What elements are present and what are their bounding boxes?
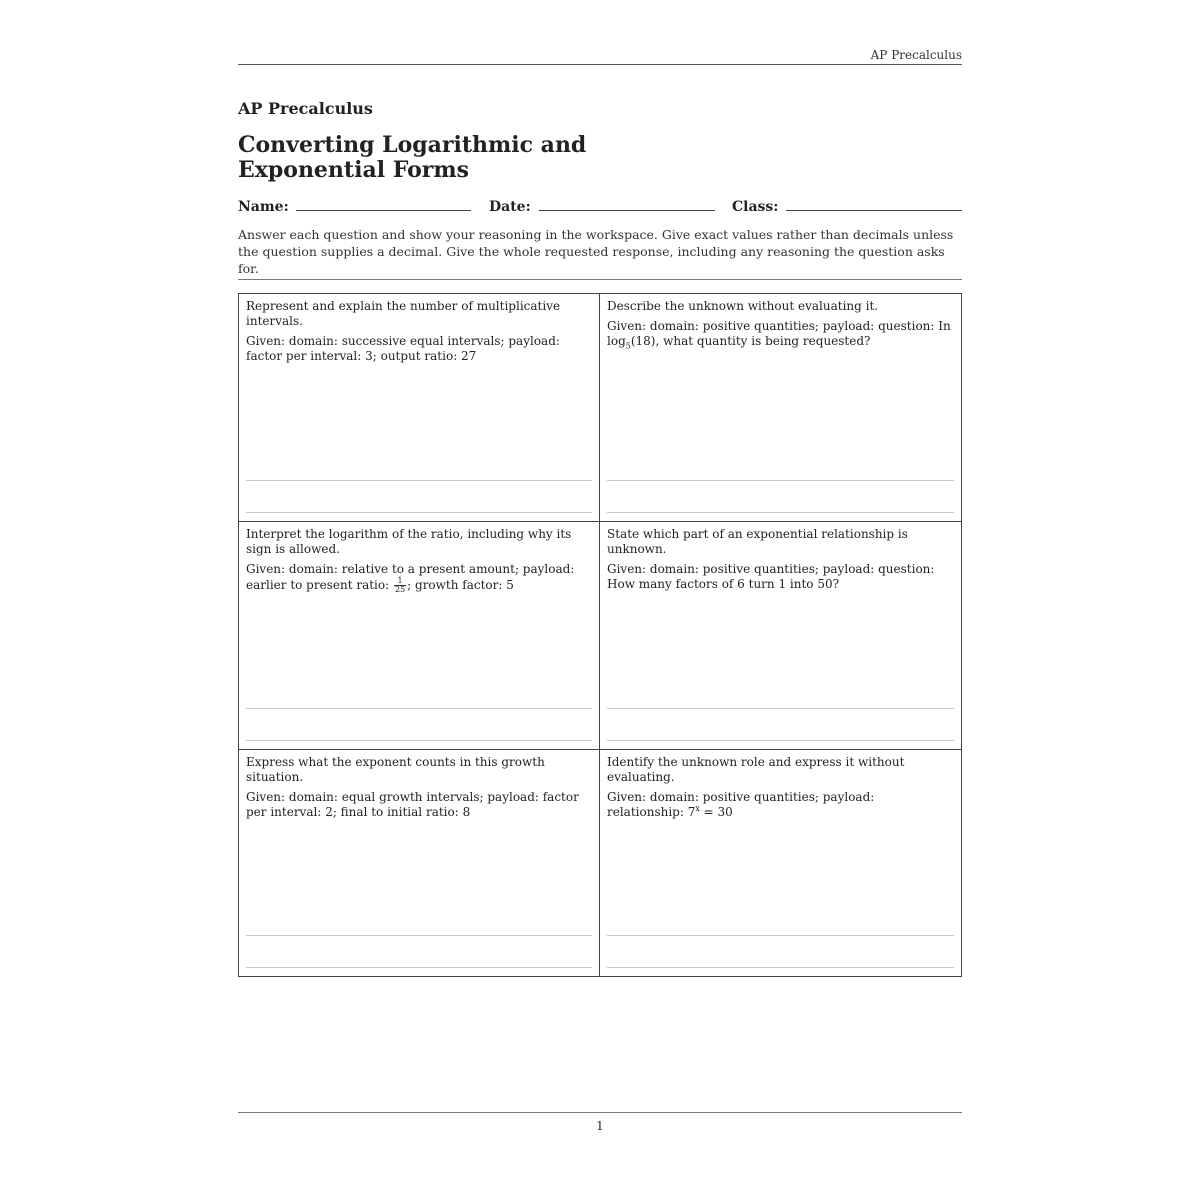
question-cell-1 [239, 294, 600, 522]
given-text: Given: domain: relative to a present amount; payload: earlier to present ratio: [246, 562, 575, 592]
question-grid [238, 293, 962, 977]
question-prompt: Identify the unknown role and express it without evaluating. [607, 755, 905, 784]
given-text-end: = 30 [699, 805, 733, 819]
question-given [246, 562, 592, 594]
given-text: Given: domain: positive quantities; payload: question: In log [607, 319, 951, 348]
given-text: Given: domain: positive quantities; payload: relationship: 7 [607, 790, 875, 819]
given-text-end: ; growth factor: 5 [407, 578, 514, 592]
question-given: Given: domain: equal growth intervals; payload: factor per interval: 2; final to initial ratio: 8 [246, 790, 579, 819]
answer-line[interactable] [607, 480, 954, 481]
worksheet-title: Converting Logarithmic and Exponential Forms [238, 132, 587, 183]
answer-line[interactable] [246, 512, 592, 513]
footer-divider [238, 1112, 962, 1113]
question-given [607, 790, 954, 820]
answer-line[interactable] [607, 935, 954, 936]
question-prompt: Describe the unknown without evaluating it. [607, 299, 879, 313]
answer-line[interactable] [246, 740, 592, 741]
question-cell-3 [239, 522, 600, 750]
question-prompt: Express what the exponent counts in this growth situation. [246, 755, 545, 784]
log-base: 5 [625, 341, 631, 351]
question-cell-5 [239, 750, 600, 976]
course-name: AP Precalculus [238, 99, 373, 118]
class-label: Class: [732, 199, 779, 215]
running-header: AP Precalculus [870, 48, 962, 62]
page-number: 1 [596, 1119, 604, 1133]
exponent: x [695, 804, 700, 813]
answer-line[interactable] [607, 708, 954, 709]
worksheet-page [238, 0, 962, 1200]
answer-line[interactable] [246, 935, 592, 936]
date-field[interactable] [539, 210, 715, 211]
question-prompt: Represent and explain the number of multiplicative intervals. [246, 299, 561, 328]
question-cell-2 [600, 294, 961, 522]
answer-line[interactable] [607, 967, 954, 968]
question-given [607, 319, 954, 349]
ratio-fraction [394, 577, 406, 594]
answer-line[interactable] [246, 480, 592, 481]
fraction-denominator: 25 [394, 585, 406, 594]
answer-line[interactable] [246, 708, 592, 709]
answer-line[interactable] [246, 967, 592, 968]
instructions: Answer each question and show your reasoning in the workspace. Give exact values rather than decimals unless the question supplies a decimal. Give the whole requested response, including any reasoning the question asks for. [238, 227, 954, 276]
question-given: Given: domain: positive quantities; payload: question: How many factors of 6 turn 1 into 50? [607, 562, 935, 591]
answer-line[interactable] [607, 512, 954, 513]
question-given: Given: domain: successive equal intervals; payload: factor per interval: 3; output ratio: 27 [246, 334, 560, 363]
student-info-fields [238, 199, 962, 219]
instructions-divider [238, 279, 962, 280]
question-prompt: Interpret the logarithm of the ratio, including why its sign is allowed. [246, 527, 572, 556]
fraction-numerator: 1 [394, 577, 406, 586]
class-field[interactable] [786, 210, 962, 211]
name-field[interactable] [296, 210, 471, 211]
question-prompt: State which part of an exponential relationship is unknown. [607, 527, 908, 556]
date-label: Date: [489, 199, 531, 215]
given-text-end: (18), what quantity is being requested? [630, 334, 871, 348]
name-label: Name: [238, 199, 289, 215]
answer-line[interactable] [607, 740, 954, 741]
question-cell-4 [600, 522, 961, 750]
header-divider [238, 64, 962, 65]
question-cell-6 [600, 750, 961, 976]
